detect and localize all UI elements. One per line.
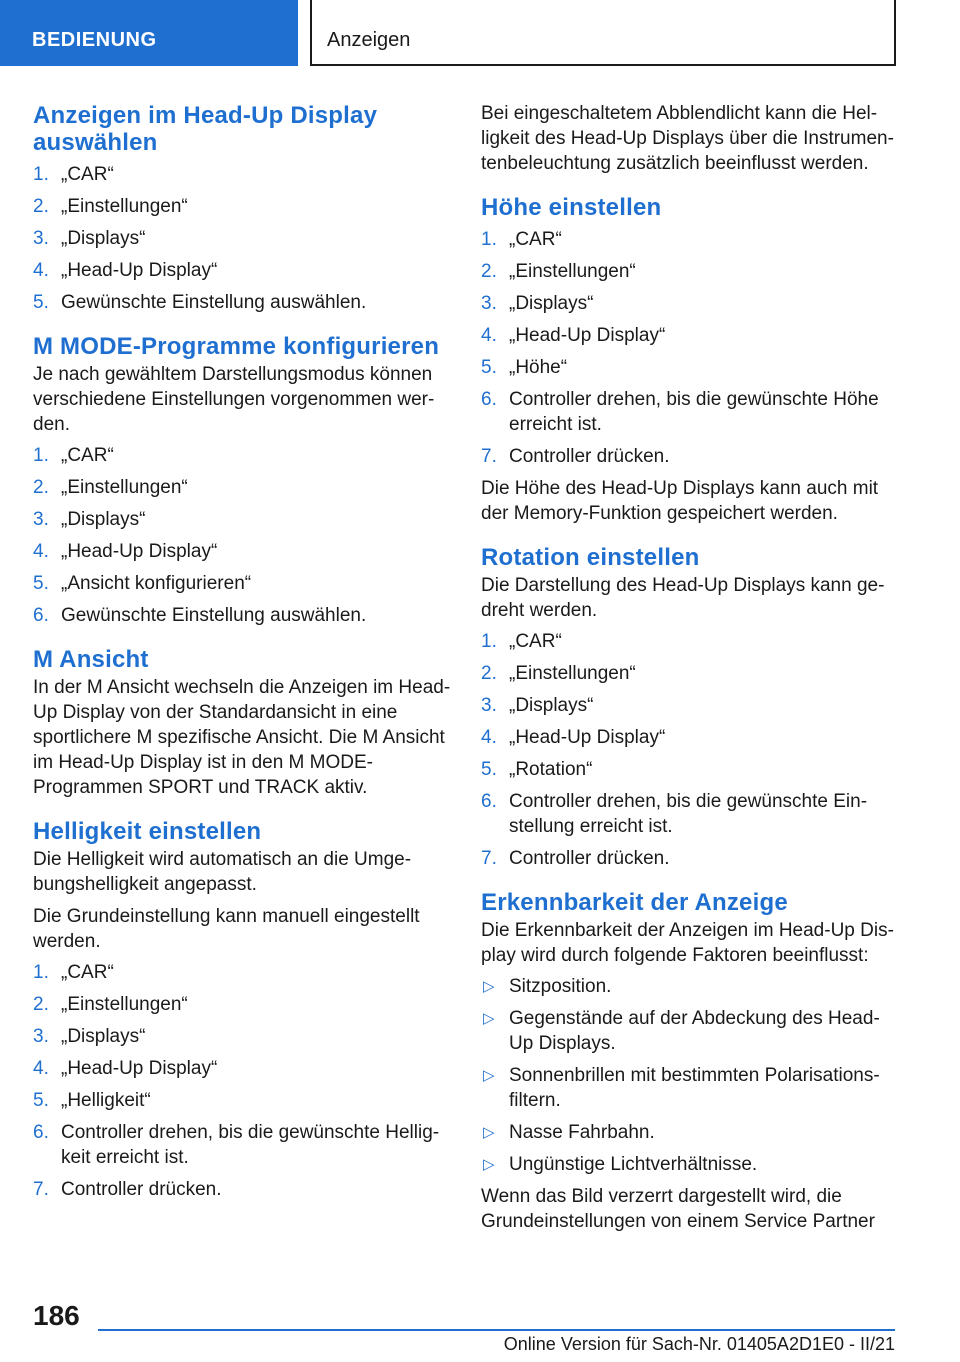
step-item xyxy=(33,507,451,532)
bullet-text: Ungünstige Lichtverhältnisse. xyxy=(509,1154,758,1175)
bullet-item xyxy=(481,1152,901,1177)
bullet-item xyxy=(481,1063,901,1113)
step-item xyxy=(33,194,451,219)
step-text: Controller drücken. xyxy=(509,446,670,467)
step-number: 4. xyxy=(33,260,49,281)
step-number: 6. xyxy=(481,791,497,812)
step-text: Gewünschte Einstellung auswählen. xyxy=(61,292,367,313)
step-item xyxy=(33,571,451,596)
step-number: 6. xyxy=(33,1122,49,1143)
step-number: 7. xyxy=(481,848,497,869)
step-item xyxy=(481,789,901,839)
paragraph: Die Helligkeit wird automatisch an die Umgebungshelligkeit angepasst. xyxy=(33,849,412,895)
step-number: 5. xyxy=(481,357,497,378)
step-item xyxy=(481,846,901,871)
step-item xyxy=(33,1056,451,1081)
step-number: 4. xyxy=(33,541,49,562)
step-number: 2. xyxy=(33,477,49,498)
step-text: „Head-Up Display“ xyxy=(61,260,218,281)
triangle-bullet-icon: ▷ xyxy=(483,1010,495,1027)
step-text: Controller drehen, bis die gewünschte Höhe erreicht ist. xyxy=(509,389,879,435)
header-section-tab: BEDIENUNG xyxy=(0,0,298,66)
step-number: 4. xyxy=(481,727,497,748)
step-item xyxy=(481,444,901,469)
step-number: 3. xyxy=(33,228,49,249)
step-item xyxy=(33,258,451,283)
paragraph: Die Grundeinstellung kann manuell eingestellt werden. xyxy=(33,906,420,952)
heading-hud-select: Anzeigen im Head-Up Display auswählen xyxy=(33,102,378,156)
steps-list xyxy=(33,443,451,628)
steps-list xyxy=(481,629,901,871)
step-text: Controller drücken. xyxy=(509,848,670,869)
section-brightness xyxy=(33,818,451,1202)
step-item xyxy=(33,162,451,187)
step-item xyxy=(33,603,451,628)
steps-list xyxy=(33,960,451,1202)
step-text: „CAR“ xyxy=(61,164,114,185)
section-mmode xyxy=(33,333,451,628)
footer-online-version: Online Version für Sach-Nr. 01405A2D1E0 - II/21 xyxy=(503,1334,895,1354)
step-text: „Displays“ xyxy=(509,695,594,716)
bullet-text: Nasse Fahrbahn. xyxy=(509,1122,655,1143)
left-column xyxy=(33,102,451,1209)
paragraph: In der M Ansicht wechseln die Anzeigen im Head-Up Display von der Standardansicht in eine sportlichere M spezifische Ansicht. Die M Ansicht im Head-Up Display ist in den M MODE-Programmen SPORT und TRACK aktiv. xyxy=(33,677,451,798)
step-text: „Helligkeit“ xyxy=(61,1090,151,1111)
step-text: „Einstellungen“ xyxy=(61,196,188,217)
step-item xyxy=(33,960,451,985)
step-text: „Head-Up Display“ xyxy=(61,1058,218,1079)
heading-brightness: Helligkeit einstellen xyxy=(33,818,262,845)
step-number: 4. xyxy=(481,325,497,346)
heading-m-view: M Ansicht xyxy=(33,646,149,673)
step-text: „CAR“ xyxy=(509,229,562,250)
triangle-bullet-icon: ▷ xyxy=(483,1067,495,1084)
step-number: 1. xyxy=(33,445,49,466)
step-text: „Einstellungen“ xyxy=(61,477,188,498)
step-number: 7. xyxy=(33,1179,49,1200)
step-text: „CAR“ xyxy=(509,631,562,652)
step-text: „Head-Up Display“ xyxy=(509,727,666,748)
step-number: 3. xyxy=(481,293,497,314)
heading-height: Höhe einstellen xyxy=(481,194,662,221)
step-number: 5. xyxy=(33,1090,49,1111)
paragraph: Wenn das Bild verzerrt dargestellt wird, die Grundeinstellungen von einem Service Partner xyxy=(481,1186,875,1232)
step-item xyxy=(33,1088,451,1113)
step-text: Controller drehen, bis die gewünschte Einstellung erreicht ist. xyxy=(509,791,868,837)
step-text: „Displays“ xyxy=(61,509,146,530)
page-number: 186 xyxy=(33,1300,80,1331)
step-number: 1. xyxy=(481,229,497,250)
step-number: 5. xyxy=(33,573,49,594)
step-item xyxy=(481,629,901,654)
steps-list xyxy=(481,227,901,469)
bullet-list xyxy=(481,974,901,1177)
step-number: 4. xyxy=(33,1058,49,1079)
step-text: „Einstellungen“ xyxy=(509,663,636,684)
step-text: Gewünschte Einstellung auswählen. xyxy=(61,605,367,626)
step-text: „Head-Up Display“ xyxy=(509,325,666,346)
right-column xyxy=(481,101,901,1234)
step-text: „Einstellungen“ xyxy=(509,261,636,282)
paragraph: Je nach gewähltem Darstellungsmodus können verschiedene Einstellungen vorgenommen werden. xyxy=(33,364,435,435)
triangle-bullet-icon: ▷ xyxy=(483,1124,495,1141)
step-item xyxy=(33,1177,451,1202)
step-item xyxy=(481,693,901,718)
step-item xyxy=(481,259,901,284)
step-item xyxy=(481,291,901,316)
step-item xyxy=(481,661,901,686)
step-number: 2. xyxy=(481,261,497,282)
step-item xyxy=(481,387,901,437)
step-item xyxy=(481,355,901,380)
triangle-bullet-icon: ▷ xyxy=(483,1156,495,1173)
step-text: „Head-Up Display“ xyxy=(61,541,218,562)
step-item xyxy=(481,323,901,348)
bullet-item xyxy=(481,1120,901,1145)
section-visibility xyxy=(481,889,901,1234)
heading-rotation: Rotation einstellen xyxy=(481,544,700,571)
step-number: 5. xyxy=(481,759,497,780)
step-text: „Ansicht konfigurieren“ xyxy=(61,573,252,594)
step-number: 2. xyxy=(33,196,49,217)
step-number: 3. xyxy=(481,695,497,716)
triangle-bullet-icon: ▷ xyxy=(483,978,495,995)
header-topic: Anzeigen xyxy=(310,0,896,66)
step-item xyxy=(481,227,901,252)
step-text: „CAR“ xyxy=(61,962,114,983)
step-number: 6. xyxy=(481,389,497,410)
heading-visibility: Erkennbarkeit der Anzeige xyxy=(481,889,788,916)
step-text: „CAR“ xyxy=(61,445,114,466)
step-number: 3. xyxy=(33,1026,49,1047)
step-item xyxy=(33,475,451,500)
step-number: 1. xyxy=(33,962,49,983)
section-height xyxy=(481,194,901,526)
step-text: Controller drücken. xyxy=(61,1179,222,1200)
step-number: 1. xyxy=(33,164,49,185)
step-number: 7. xyxy=(481,446,497,467)
step-text: „Displays“ xyxy=(509,293,594,314)
bullet-text: Sitzposition. xyxy=(509,976,612,997)
step-item xyxy=(481,725,901,750)
step-text: „Rotation“ xyxy=(509,759,593,780)
paragraph: Die Darstellung des Head-Up Displays kann gedreht werden. xyxy=(481,575,885,621)
step-number: 1. xyxy=(481,631,497,652)
step-text: „Displays“ xyxy=(61,228,146,249)
step-item xyxy=(33,226,451,251)
heading-mmode: M MODE-Programme konfigurieren xyxy=(33,333,440,360)
step-text: „Einstellungen“ xyxy=(61,994,188,1015)
step-item xyxy=(481,757,901,782)
step-number: 6. xyxy=(33,605,49,626)
step-number: 3. xyxy=(33,509,49,530)
section-rotation xyxy=(481,544,901,871)
bullet-text: Gegenstände auf der Abdeckung des Head-Up Displays. xyxy=(509,1008,880,1054)
step-number: 5. xyxy=(33,292,49,313)
section-select-hud xyxy=(33,102,451,315)
step-item xyxy=(33,539,451,564)
footer-divider xyxy=(98,1329,895,1331)
step-item xyxy=(33,290,451,315)
section-m-view xyxy=(33,646,451,800)
paragraph: Die Erkennbarkeit der Anzeigen im Head-Up Display wird durch folgende Faktoren beeinflusst: xyxy=(481,920,894,966)
step-item xyxy=(33,1024,451,1049)
bullet-item xyxy=(481,974,901,999)
step-text: „Displays“ xyxy=(61,1026,146,1047)
steps-list xyxy=(33,162,451,315)
step-number: 2. xyxy=(481,663,497,684)
bullet-text: Sonnenbrillen mit bestimmten Polarisationsfiltern. xyxy=(509,1065,880,1111)
step-text: Controller drehen, bis die gewünschte Helligkeit erreicht ist. xyxy=(61,1122,440,1168)
paragraph: Die Höhe des Head-Up Displays kann auch mit der Memory-Funktion gespeichert werden. xyxy=(481,478,879,524)
step-item xyxy=(33,992,451,1017)
step-item xyxy=(33,1120,451,1170)
step-text: „Höhe“ xyxy=(509,357,568,378)
bullet-item xyxy=(481,1006,901,1056)
step-number: 2. xyxy=(33,994,49,1015)
paragraph: Bei eingeschaltetem Abblendlicht kann die Helligkeit des Head-Up Displays über die Instrumentenbeleuchtung zusätzlich beeinflusst werden. xyxy=(481,103,894,174)
step-item xyxy=(33,443,451,468)
